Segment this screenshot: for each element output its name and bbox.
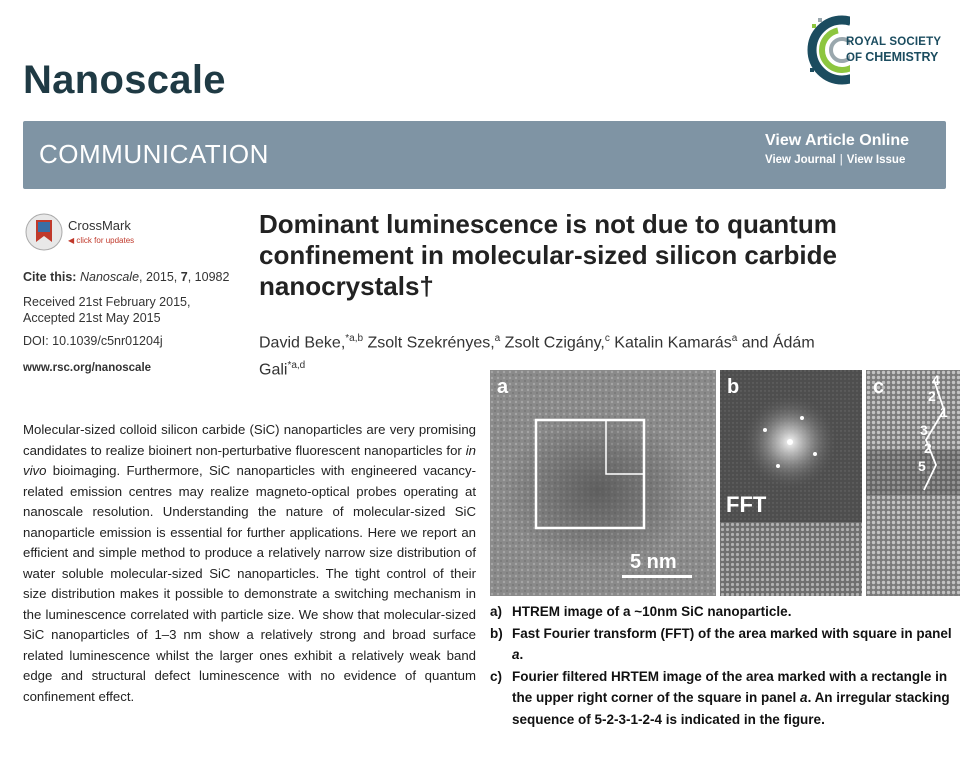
link-separator: | [839,154,843,166]
cite-year: , 2015, [139,270,178,284]
crossmark-label: CrossMark [68,218,131,233]
logo-line2-prefix: OF [846,52,862,64]
logo-line2 [846,50,938,64]
author-name[interactable]: Zsolt Szekrényes, [363,334,495,352]
cite-page: , 10982 [187,270,230,284]
stack-digit: 5 [918,458,926,474]
article-type: COMMUNICATION [39,139,269,169]
panel-c-filtered-image [866,370,960,596]
dates [23,294,190,326]
figure [490,370,960,596]
crossmark-button[interactable] [24,212,144,254]
stack-digit: 2 [924,440,932,456]
journal-url-link[interactable]: www.rsc.org/nanoscale [23,362,152,374]
stack-digit: 4 [932,372,940,388]
abstract [23,420,476,707]
journal-name: Nanoscale [23,58,226,102]
author-affil: *a,b [345,333,364,344]
cite-this [23,270,229,284]
caption-text: HTREM image of a ~10nm SiC nanoparticle. [512,604,792,619]
panel-a-hrtem-image [490,370,716,596]
caption-label: c) [490,668,503,684]
author-name[interactable]: Zsolt Czigány, [500,334,605,352]
stack-digit: 1 [940,404,948,420]
author-affil: a [731,333,738,344]
view-issue-link[interactable]: View Issue [846,154,906,166]
journal-links [765,154,905,166]
panel-a-label: a [497,376,509,398]
figure-caption [490,601,960,730]
rsc-logo-emblem-icon [806,10,850,90]
author-name[interactable]: Katalin Kamarás [609,334,732,352]
article-title: Dominant luminescence is not due to quantum confinement in molecular-sized silicon carbide nanocrystals† [259,209,837,301]
fft-label: FFT [726,492,767,517]
stack-digit: 3 [920,422,928,438]
panel-b-fft-image [720,370,862,522]
author-name[interactable]: and Ádám Gali [259,334,815,379]
crossmark-sublabel: ◀ click for updates [68,236,135,245]
stack-digit: 2 [928,388,936,404]
article-banner [23,121,946,189]
scale-bar-label: 5 nm [630,551,677,573]
caption-item [490,623,960,666]
caption-label: b) [490,625,503,641]
view-journal-link[interactable]: View Journal [765,154,836,166]
cite-prefix: Cite this: [23,270,77,284]
caption-italic: a [512,647,520,662]
cite-journal: Nanoscale [79,270,140,284]
doi[interactable]: DOI: 10.1039/c5nr01204j [23,334,163,348]
caption-item [490,601,960,623]
panel-b-label: b [727,376,740,398]
lattice-texture [720,522,862,596]
abstract-italic: in vivo [23,442,476,478]
caption-italic: a [800,690,808,705]
author-name[interactable]: David Beke, [259,334,346,352]
hrtem-image-texture [490,370,716,596]
crossmark-icon [24,212,64,252]
abstract-part2: bioimaging. Furthermore, SiC nanoparticles with engineered vacancy-related emission centres may realize magneto-optical probes operating at nanoscale resolution. Understanding the nature of molecular-sized SiC nanoparticle emission is essential for further applications. Here we report an efficient and simple method to produce a relatively narrow size distribution of water soluble molecular-sized SiC nanoparticles. The tight control of their size distribution makes it possible to demonstrate a switching mechanism in the luminescence correlated with particle size. We show that molecular-sized SiC nanoparticles of 1–3 nm show a relatively strong and broad surface related luminescence whilst the larger ones exhibit a relatively weak band edge and structural defect luminescence with no evidence of quantum confinement effect. [23,463,476,704]
author-affil: c [604,333,610,344]
accepted-date: Accepted 21st May 2015 [23,311,161,325]
abstract-part1: Molecular-sized colloid silicon carbide (SiC) nanoparticles are very promising candidates to realize bioinert non-perturbative fluorescent nanoparticles for [23,422,476,458]
stacking-sequence [918,372,958,474]
author-affil: a [494,333,501,344]
logo-line2-main: CHEMISTRY [865,50,939,64]
caption-text: Fast Fourier transform (FFT) of the area marked with square in panel [512,625,952,641]
caption-text-end: . An irregular stacking sequence of 5-2-3-1-2-4 is indicated in the figure. [512,690,950,727]
panel-c-label: c [873,376,885,398]
panel-b-lower-texture [720,522,862,596]
logo-line1: ROYAL SOCIETY [846,36,942,48]
caption-text-end: . [519,647,524,662]
caption-item [490,666,960,731]
author-affil: *a,d [287,360,306,372]
caption-text: Fourier filtered HRTEM image of the area marked with a rectangle in the upper right corner of the square in panel [512,668,948,705]
received-date: Received 21st February 2015, [23,295,191,309]
view-article-online-link[interactable]: View Article Online [765,132,910,149]
rsc-logo[interactable] [806,10,956,92]
caption-label: a) [490,604,503,619]
cite-volume: 7 [180,270,188,284]
